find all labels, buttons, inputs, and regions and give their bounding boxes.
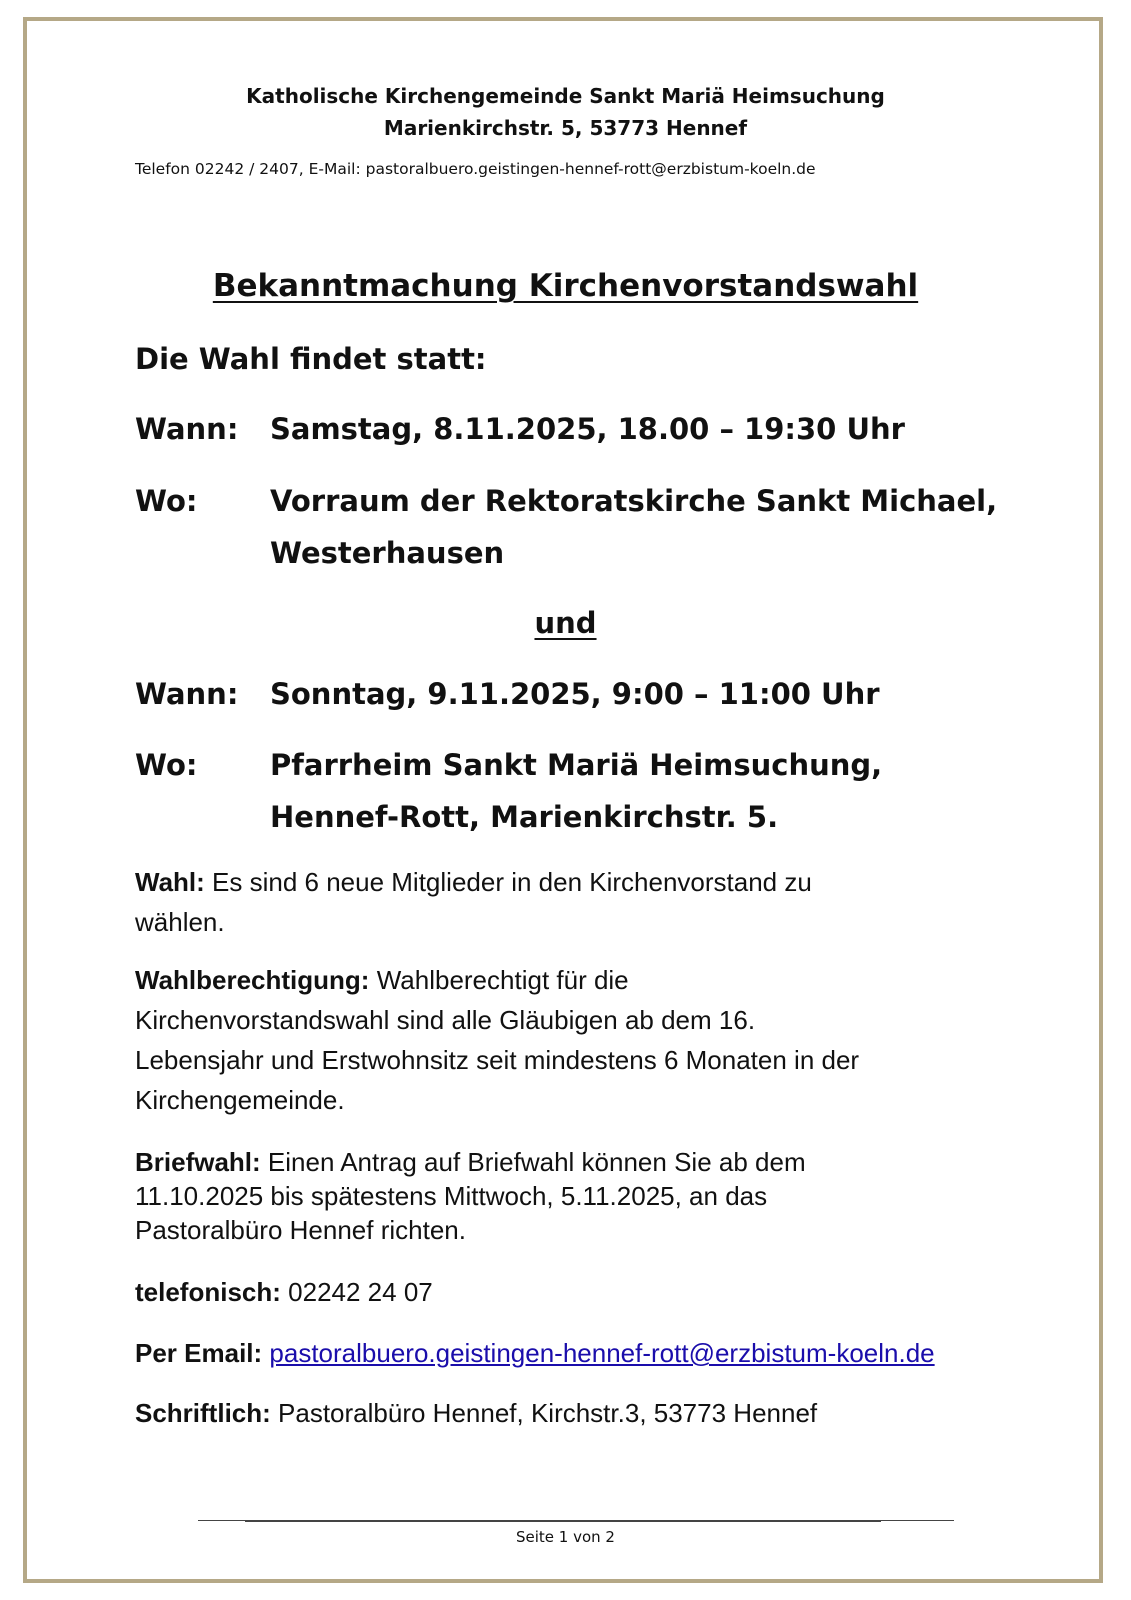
briefwahl-text-line1: Einen Antrag auf Briefwahl können Sie ab dem xyxy=(260,1147,806,1177)
intro-heading: Die Wahl findet statt: xyxy=(135,342,487,376)
schriftlich-address: Pastoralbüro Hennef, Kirchstr.3, 53773 Hennef xyxy=(270,1398,818,1428)
wahl-label: Wahl: xyxy=(135,867,205,897)
briefwahl-section xyxy=(135,1145,806,1247)
footer-divider-inner xyxy=(245,1521,881,1522)
berechtigung-text-line3: Lebensjahr und Erstwohnsitz seit mindestens 6 Monaten in der xyxy=(135,1045,860,1075)
berechtigung-text-line2: Kirchenvorstandswahl sind alle Gläubigen ab dem 16. xyxy=(135,1005,756,1035)
berechtigung-label: Wahlberechtigung: xyxy=(135,965,370,995)
event2-where-line1: Pfarrheim Sankt Mariä Heimsuchung, xyxy=(270,748,883,782)
email-line xyxy=(135,1333,935,1373)
email-link[interactable]: pastoralbuero.geistingen-hennef-rott@erzbistum-koeln.de xyxy=(269,1338,935,1368)
briefwahl-text-line3: Pastoralbüro Hennef richten. xyxy=(135,1215,466,1245)
event2-when: Sonntag, 9.11.2025, 9:00 – 11:00 Uhr xyxy=(270,677,880,711)
event1-when: Samstag, 8.11.2025, 18.00 – 19:30 Uhr xyxy=(270,412,905,446)
event2-where-line2: Hennef-Rott, Marienkirchstr. 5. xyxy=(270,800,779,834)
berechtigung-section xyxy=(135,960,859,1120)
schriftlich-line xyxy=(135,1393,817,1433)
schriftlich-label: Schriftlich: xyxy=(135,1398,271,1428)
email-colon: : xyxy=(253,1338,270,1368)
event1-where-line2: Westerhausen xyxy=(270,536,505,570)
telefon-number: 02242 24 07 xyxy=(280,1277,433,1307)
page-title: Bekanntmachung Kirchenvorstandswahl xyxy=(212,268,919,304)
wahl-text-line2: wählen. xyxy=(135,907,225,937)
email-label: Per Email xyxy=(135,1338,254,1368)
wahl-section xyxy=(135,862,812,942)
telefon-line xyxy=(135,1272,433,1312)
wahl-text-line1: Es sind 6 neue Mitglieder in den Kirchenvorstand zu xyxy=(204,867,812,897)
berechtigung-text-line1: Wahlberechtigt für die xyxy=(369,965,629,995)
parish-address: Marienkirchstr. 5, 53773 Hennef xyxy=(383,116,748,140)
event2-where-label: Wo: xyxy=(135,748,198,782)
briefwahl-label: Briefwahl: xyxy=(135,1147,261,1177)
separator-und: und xyxy=(534,606,597,640)
page-number: Seite 1 von 2 xyxy=(516,1528,615,1546)
briefwahl-text-line2: 11.10.2025 bis spätestens Mittwoch, 5.11.2025, an das xyxy=(135,1181,768,1211)
event2-when-label: Wann: xyxy=(135,677,239,711)
event1-when-label: Wann: xyxy=(135,412,239,446)
berechtigung-text-line4: Kirchengemeinde. xyxy=(135,1085,345,1115)
event1-where-line1: Vorraum der Rektoratskirche Sankt Michael, xyxy=(270,484,998,518)
event1-where-label: Wo: xyxy=(135,484,198,518)
contact-line: Telefon 02242 / 2407, E-Mail: pastoralbuero.geistingen-hennef-rott@erzbistum-koeln.de xyxy=(135,160,816,178)
telefon-label: telefonisch: xyxy=(135,1277,281,1307)
parish-name: Katholische Kirchengemeinde Sankt Mariä Heimsuchung xyxy=(246,84,885,108)
